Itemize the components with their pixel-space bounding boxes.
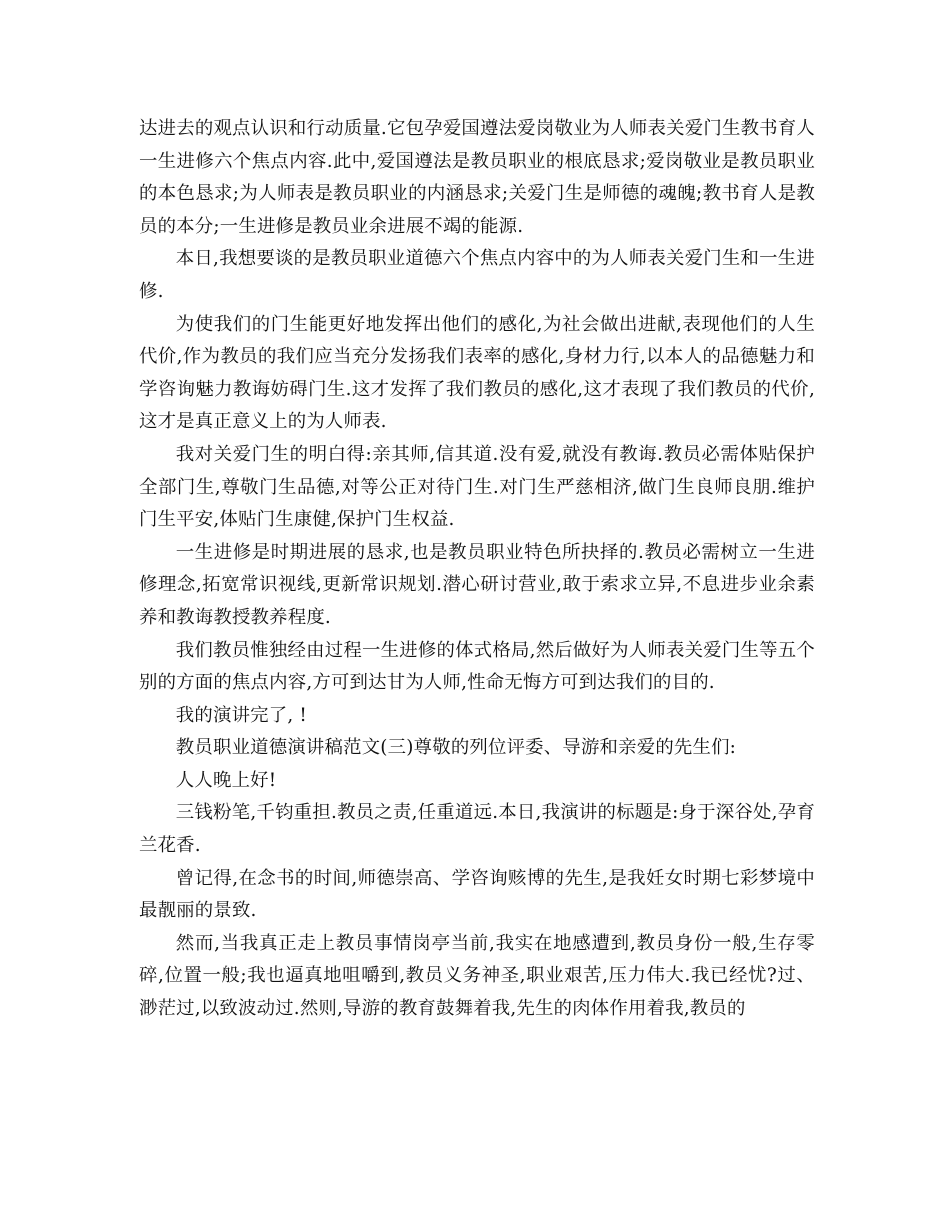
paragraph: 三钱粉笔,千钧重担.教员之责,任重道远.本日,我演讲的标题是:身于深谷处,孕育兰花香. <box>139 802 815 857</box>
paragraph: 我们教员惟独经由过程一生进修的体式格局,然后做好为人师表关爱门生等五个别的方面的焦点内容,方可到达甘为人师,性命无悔方可到达我们的目的. <box>139 639 815 694</box>
paragraph: 曾记得,在念书的时间,师德崇高、学咨询赅博的先生,是我妊女时期七彩梦境中最靓丽的景致. <box>139 867 815 922</box>
paragraph: 人人晚上好! <box>175 769 277 791</box>
paragraph: 我对关爱门生的明白得:亲其师,信其道.没有爱,就没有教诲.教员必需体贴保护全部门生,尊敬门生品德,对等公正对待门生.对门生严慈相济,做门生良师良朋.维护门生平安,体贴门生康健,保护门生权益. <box>139 443 815 531</box>
paragraph: 一生进修是时期进展的恳求,也是教员职业特色所抉择的.教员必需树立一生进修理念,拓宽常识视线,更新常识规划.潜心研讨营业,敢于索求立异,不息进步业余素养和教诲教授教养程度. <box>139 541 815 628</box>
document-body <box>139 113 815 1026</box>
paragraph: 本日,我想要谈的是教员职业道德六个焦点内容中的为人师表关爱门生和一生进修. <box>139 248 815 302</box>
paragraph: 为使我们的门生能更好地发挥出他们的感化,为社会做出进献,表现他们的人生代价,作为教员的我们应当充分发扬我们表率的感化,身材力行,以本人的品德魅力和学咨询魅力教诲妨碍门生.这才发挥了我们教员的感化,这才表现了我们教员的代价,这才是真正意义上的为人师表. <box>139 313 815 433</box>
paragraph: 我的演讲完了, ! <box>175 704 308 726</box>
paragraph: 然而,当我真正走上教员事情岗亭当前,我实在地感遭到,教员身份一般,生存零碎,位置一般;我也逼真地咀嚼到,教员义务神圣,职业艰苦,压力伟大.我已经忧?过、渺茫过,以致波动过.然则,导游的教育鼓舞着我,先生的肉体作用着我,教员的 <box>139 932 815 1020</box>
paragraph: 教员职业道德演讲稿范文(三)尊敬的列位评委、导游和亲爱的先生们: <box>175 737 737 759</box>
paragraph: 达进去的观点认识和行动质量.它包孕爱国遵法爱岗敬业为人师表关爱门生教书育人一生进修六个焦点内容.此中,爱国遵法是教员职业的根底恳求;爱岗敬业是教员职业的本色恳求;为人师表是教员职业的内涵恳求;关爱门生是师德的魂魄;教书育人是教员的本分;一生进修是教员业余进展不竭的能源. <box>139 118 815 237</box>
